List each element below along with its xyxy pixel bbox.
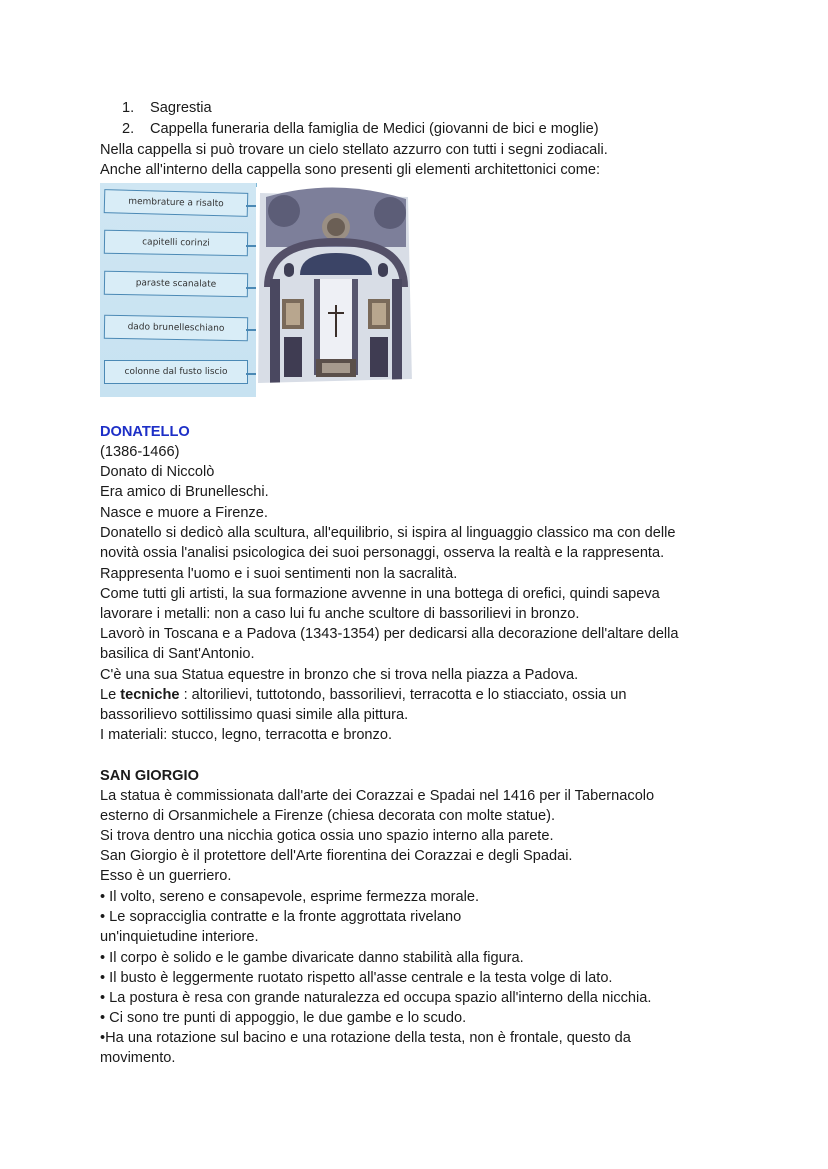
- bullet-line: •Ha una rotazione sul bacino e una rotazione della testa, non è frontale, questo da: [100, 1030, 631, 1046]
- bullet-line: • Il volto, sereno e consapevole, esprime fermezza morale.: [100, 889, 480, 905]
- bullet-line: • Le sopracciglia contratte e la fronte aggrottata rivelano: [100, 909, 462, 925]
- paragraph-line: I materiali: stucco, legno, terracotta e bronzo.: [100, 727, 393, 743]
- bullet-line: • Ci sono tre punti di appoggio, le due gambe e lo scudo.: [100, 1010, 467, 1026]
- chapel-interior-image: [256, 187, 416, 397]
- paragraph-line: lavorare i metalli: non a caso lui fu anche scultore di bassorilievi in bronzo.: [100, 606, 580, 622]
- figure-label: colonne dal fusto liscio: [104, 360, 248, 384]
- figure-label: paraste scanalate: [104, 271, 248, 298]
- figure-label: dado brunelleschiano: [104, 315, 248, 342]
- pointer-line: [246, 205, 256, 207]
- paragraph-line: Nasce e muore a Firenze.: [100, 505, 268, 521]
- section-heading-san-giorgio: SAN GIORGIO: [100, 768, 199, 784]
- section-heading-donatello: DONATELLO: [100, 424, 190, 440]
- paragraph-line: basilica di Sant'Antonio.: [100, 646, 255, 662]
- list-item: [122, 98, 212, 118]
- techniques-rest: : altorilievi, tuttotondo, bassorilievi, terracotta e lo stiacciato, ossia un: [179, 687, 627, 703]
- paragraph-line: un'inquietudine interiore.: [100, 929, 259, 945]
- techniques-line: [100, 685, 626, 705]
- paragraph-line: San Giorgio è il protettore dell'Arte fiorentina dei Corazzai e degli Spadai.: [100, 848, 573, 864]
- paragraph-line: Si trova dentro una nicchia gotica ossia uno spazio interno alla parete.: [100, 828, 554, 844]
- figure-label: membrature a risalto: [104, 189, 249, 217]
- paragraph-line: esterno di Orsanmichele a Firenze (chiesa decorata con molte statue).: [100, 808, 556, 824]
- pointer-line: [246, 329, 256, 331]
- paragraph-line: Donato di Niccolò: [100, 464, 215, 480]
- list-number: 2.: [122, 121, 135, 137]
- paragraph-line: Nella cappella si può trovare un cielo stellato azzurro con tutti i segni zodiacali.: [100, 142, 608, 158]
- labels-panel: [100, 183, 257, 397]
- pointer-line: [246, 287, 256, 289]
- bullet-line: • Il busto è leggermente ruotato rispetto all'asse centrale e la testa volge di lato.: [100, 970, 613, 986]
- pointer-line: [246, 373, 256, 375]
- paragraph-line: La statua è commissionata dall'arte dei Corazzai e Spadai nel 1416 per il Tabernacolo: [100, 788, 655, 804]
- list-number: 1.: [122, 100, 135, 116]
- paragraph-line: novità ossia l'analisi psicologica dei suoi personaggi, osserva la realtà e la rappresenta.: [100, 545, 665, 561]
- paragraph-line: Lavorò in Toscana e a Padova (1343-1354) per dedicarsi alla decorazione dell'altare della: [100, 626, 679, 642]
- paragraph-line: bassorilievo sottilissimo quasi simile alla pittura.: [100, 707, 409, 723]
- paragraph-line: movimento.: [100, 1050, 176, 1066]
- list-item: [122, 119, 599, 139]
- bullet-line: • La postura è resa con grande naturalezza ed occupa spazio all'interno della nicchia.: [100, 990, 652, 1006]
- techniques-bold: tecniche: [120, 687, 180, 703]
- bullet-line: • Il corpo è solido e le gambe divaricate danno stabilità alla figura.: [100, 950, 524, 966]
- paragraph-line: Rappresenta l'uomo e i suoi sentimenti non la sacralità.: [100, 566, 458, 582]
- paragraph-line: C'è una sua Statua equestre in bronzo che si trova nella piazza a Padova.: [100, 667, 579, 683]
- chapel-figure: [100, 183, 418, 399]
- paragraph-line: Come tutti gli artisti, la sua formazione avvenne in una bottega di orefici, quindi sapeva: [100, 586, 660, 602]
- pointer-line: [246, 245, 256, 247]
- figure-label: capitelli corinzi: [104, 230, 248, 257]
- paragraph-line: Esso è un guerriero.: [100, 868, 232, 884]
- list-text: Sagrestia: [150, 100, 212, 116]
- paragraph-line: (1386-1466): [100, 444, 180, 460]
- list-text: Cappella funeraria della famiglia de Medici (giovanni de bici e moglie): [150, 121, 599, 137]
- paragraph-line: Era amico di Brunelleschi.: [100, 484, 269, 500]
- paragraph-line: Donatello si dedicò alla scultura, all'equilibrio, si ispira al linguaggio classico ma con delle: [100, 525, 676, 541]
- techniques-prefix: Le: [100, 687, 121, 703]
- paragraph-line: Anche all'interno della cappella sono presenti gli elementi architettonici come:: [100, 162, 601, 178]
